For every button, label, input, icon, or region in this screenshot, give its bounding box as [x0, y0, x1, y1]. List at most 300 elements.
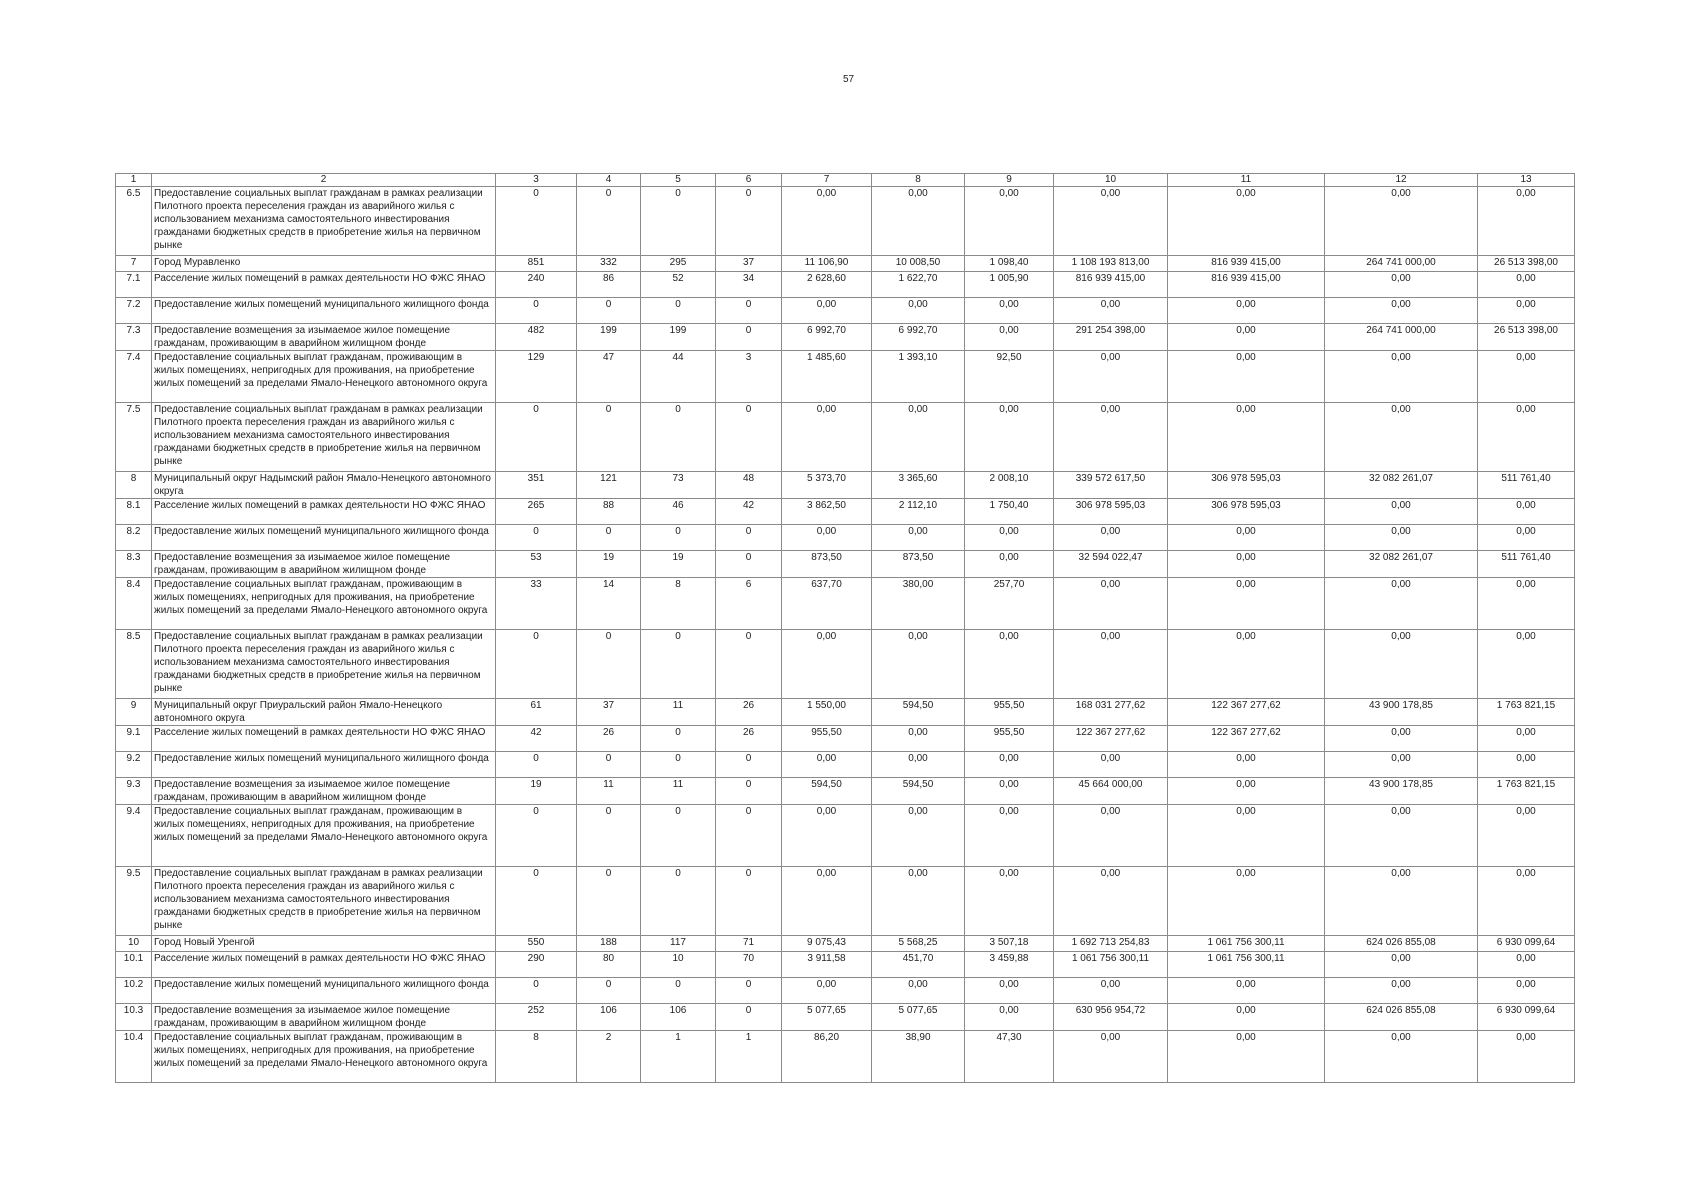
value-cell: 0	[716, 324, 782, 351]
value-cell: 2 112,10	[872, 499, 965, 525]
row-name-cell: Расселение жилых помещений в рамках деятельности НО ФЖС ЯНАО	[152, 726, 496, 752]
value-cell: 0,00	[1325, 726, 1478, 752]
value-cell: 3 365,60	[872, 472, 965, 499]
value-cell: 0	[716, 978, 782, 1004]
value-cell: 0,00	[965, 1004, 1054, 1031]
value-cell: 0,00	[1478, 1031, 1575, 1083]
table-row	[116, 256, 1575, 272]
value-cell: 0,00	[1168, 525, 1325, 551]
value-cell: 0,00	[1325, 630, 1478, 699]
value-cell: 0	[716, 867, 782, 936]
row-number-cell: 7	[116, 256, 152, 272]
value-cell: 0,00	[1054, 1031, 1168, 1083]
value-cell: 0,00	[1325, 978, 1478, 1004]
value-cell: 0,00	[1478, 578, 1575, 630]
value-cell: 0,00	[1168, 298, 1325, 324]
value-cell: 19	[641, 551, 716, 578]
row-name-cell: Предоставление социальных выплат гражданам, проживающим в жилых помещениях, непригодных для проживания, на приобретение жилых помещений за пределами Ямало-Ненецкого автономного округа	[152, 1031, 496, 1083]
table-row	[116, 1031, 1575, 1083]
value-cell: 42	[496, 726, 577, 752]
value-cell: 0,00	[965, 403, 1054, 472]
row-name-cell: Расселение жилых помещений в рамках деятельности НО ФЖС ЯНАО	[152, 272, 496, 298]
row-name-cell: Расселение жилых помещений в рамках деятельности НО ФЖС ЯНАО	[152, 952, 496, 978]
row-number-cell: 8.2	[116, 525, 152, 551]
row-number-cell: 8.4	[116, 578, 152, 630]
column-header: 10	[1054, 174, 1168, 187]
value-cell: 0,00	[965, 752, 1054, 778]
value-cell: 0	[577, 187, 641, 256]
row-number-cell: 10	[116, 936, 152, 952]
value-cell: 624 026 855,08	[1325, 936, 1478, 952]
table-row	[116, 778, 1575, 805]
value-cell: 955,50	[965, 726, 1054, 752]
row-number-cell: 9.1	[116, 726, 152, 752]
value-cell: 0,00	[782, 867, 872, 936]
value-cell: 0,00	[1168, 351, 1325, 403]
column-header: 7	[782, 174, 872, 187]
value-cell: 1 692 713 254,83	[1054, 936, 1168, 952]
value-cell: 0,00	[1478, 525, 1575, 551]
value-cell: 129	[496, 351, 577, 403]
value-cell: 44	[641, 351, 716, 403]
value-cell: 873,50	[782, 551, 872, 578]
value-cell: 86,20	[782, 1031, 872, 1083]
value-cell: 19	[577, 551, 641, 578]
value-cell: 47,30	[965, 1031, 1054, 1083]
row-name-cell: Предоставление жилых помещений муниципального жилищного фонда	[152, 978, 496, 1004]
value-cell: 0,00	[872, 525, 965, 551]
value-cell: 264 741 000,00	[1325, 324, 1478, 351]
value-cell: 0,00	[1168, 578, 1325, 630]
value-cell: 34	[716, 272, 782, 298]
value-cell: 0,00	[872, 726, 965, 752]
row-name-cell: Расселение жилых помещений в рамках деятельности НО ФЖС ЯНАО	[152, 499, 496, 525]
value-cell: 1	[641, 1031, 716, 1083]
value-cell: 0,00	[1168, 867, 1325, 936]
value-cell: 1 108 193 813,00	[1054, 256, 1168, 272]
value-cell: 0,00	[1054, 978, 1168, 1004]
row-number-cell: 8.5	[116, 630, 152, 699]
value-cell: 8	[496, 1031, 577, 1083]
value-cell: 6 930 099,64	[1478, 936, 1575, 952]
value-cell: 10	[641, 952, 716, 978]
value-cell: 1 622,70	[872, 272, 965, 298]
value-cell: 630 956 954,72	[1054, 1004, 1168, 1031]
table-row	[116, 805, 1575, 867]
value-cell: 52	[641, 272, 716, 298]
value-cell: 0,00	[1325, 867, 1478, 936]
value-cell: 0,00	[1325, 752, 1478, 778]
value-cell: 0	[716, 778, 782, 805]
table-row	[116, 525, 1575, 551]
row-number-cell: 8.3	[116, 551, 152, 578]
row-number-cell: 8.1	[116, 499, 152, 525]
row-name-cell: Предоставление социальных выплат гражданам, проживающим в жилых помещениях, непригодных для проживания, на приобретение жилых помещений за пределами Ямало-Ненецкого автономного округа	[152, 578, 496, 630]
row-name-cell: Предоставление социальных выплат гражданам в рамках реализации Пилотного проекта переселения граждан из аварийного жилья с использованием механизма самостоятельного инвестирования гражданами бюджетных средств в приобретение жилья на первичном рынке	[152, 187, 496, 256]
value-cell: 0,00	[872, 978, 965, 1004]
table-row	[116, 726, 1575, 752]
value-cell: 0,00	[782, 805, 872, 867]
value-cell: 816 939 415,00	[1168, 272, 1325, 298]
value-cell: 0,00	[1054, 525, 1168, 551]
value-cell: 511 761,40	[1478, 551, 1575, 578]
row-name-cell: Город Муравленко	[152, 256, 496, 272]
row-name-cell: Предоставление социальных выплат гражданам в рамках реализации Пилотного проекта переселения граждан из аварийного жилья с использованием механизма самостоятельного инвестирования гражданами бюджетных средств в приобретение жилья на первичном рынке	[152, 403, 496, 472]
value-cell: 32 594 022,47	[1054, 551, 1168, 578]
value-cell: 73	[641, 472, 716, 499]
value-cell: 61	[496, 699, 577, 726]
row-number-cell: 7.3	[116, 324, 152, 351]
value-cell: 5 077,65	[782, 1004, 872, 1031]
value-cell: 0,00	[1478, 805, 1575, 867]
value-cell: 0	[577, 752, 641, 778]
value-cell: 0	[577, 630, 641, 699]
value-cell: 0,00	[1478, 272, 1575, 298]
value-cell: 11	[641, 778, 716, 805]
value-cell: 0	[496, 867, 577, 936]
value-cell: 1 061 756 300,11	[1168, 936, 1325, 952]
value-cell: 594,50	[782, 778, 872, 805]
value-cell: 2 628,60	[782, 272, 872, 298]
value-cell: 188	[577, 936, 641, 952]
row-number-cell: 10.4	[116, 1031, 152, 1083]
column-header: 6	[716, 174, 782, 187]
value-cell: 0,00	[1168, 978, 1325, 1004]
value-cell: 550	[496, 936, 577, 952]
column-header: 12	[1325, 174, 1478, 187]
value-cell: 1 061 756 300,11	[1054, 952, 1168, 978]
row-name-cell: Город Новый Уренгой	[152, 936, 496, 952]
value-cell: 1 763 821,15	[1478, 699, 1575, 726]
value-cell: 1 763 821,15	[1478, 778, 1575, 805]
row-name-cell: Предоставление социальных выплат гражданам в рамках реализации Пилотного проекта переселения граждан из аварийного жилья с использованием механизма самостоятельного инвестирования гражданами бюджетных средств в приобретение жилья на первичном рынке	[152, 867, 496, 936]
value-cell: 86	[577, 272, 641, 298]
value-cell: 92,50	[965, 351, 1054, 403]
table-row	[116, 499, 1575, 525]
column-header: 9	[965, 174, 1054, 187]
value-cell: 53	[496, 551, 577, 578]
value-cell: 26	[716, 699, 782, 726]
value-cell: 0,00	[1054, 578, 1168, 630]
value-cell: 26	[716, 726, 782, 752]
value-cell: 0	[496, 630, 577, 699]
value-cell: 0,00	[1478, 187, 1575, 256]
value-cell: 0,00	[872, 805, 965, 867]
value-cell: 11	[577, 778, 641, 805]
value-cell: 252	[496, 1004, 577, 1031]
row-name-cell: Предоставление возмещения за изымаемое жилое помещение гражданам, проживающим в аварийном жилищном фонде	[152, 778, 496, 805]
value-cell: 0,00	[1168, 324, 1325, 351]
row-number-cell: 7.4	[116, 351, 152, 403]
value-cell: 0	[577, 805, 641, 867]
value-cell: 482	[496, 324, 577, 351]
value-cell: 14	[577, 578, 641, 630]
value-cell: 122 367 277,62	[1054, 726, 1168, 752]
table-row	[116, 472, 1575, 499]
value-cell: 47	[577, 351, 641, 403]
value-cell: 2 008,10	[965, 472, 1054, 499]
value-cell: 0,00	[782, 298, 872, 324]
value-cell: 0	[716, 525, 782, 551]
value-cell: 0	[641, 752, 716, 778]
value-cell: 0,00	[965, 324, 1054, 351]
row-number-cell: 10.2	[116, 978, 152, 1004]
value-cell: 122 367 277,62	[1168, 699, 1325, 726]
value-cell: 0,00	[872, 403, 965, 472]
value-cell: 0	[577, 403, 641, 472]
row-name-cell: Предоставление возмещения за изымаемое жилое помещение гражданам, проживающим в аварийном жилищном фонде	[152, 551, 496, 578]
value-cell: 32 082 261,07	[1325, 472, 1478, 499]
value-cell: 0,00	[965, 298, 1054, 324]
table-body	[116, 187, 1575, 1083]
value-cell: 0	[577, 867, 641, 936]
value-cell: 0,00	[1478, 630, 1575, 699]
row-name-cell: Муниципальный округ Приуральский район Ямало-Ненецкого автономного округа	[152, 699, 496, 726]
value-cell: 511 761,40	[1478, 472, 1575, 499]
row-number-cell: 7.5	[116, 403, 152, 472]
value-cell: 0,00	[1478, 351, 1575, 403]
value-cell: 6	[716, 578, 782, 630]
value-cell: 0,00	[1325, 1031, 1478, 1083]
value-cell: 38,90	[872, 1031, 965, 1083]
row-name-cell: Предоставление возмещения за изымаемое жилое помещение гражданам, проживающим в аварийном жилищном фонде	[152, 324, 496, 351]
table-row	[116, 630, 1575, 699]
value-cell: 339 572 617,50	[1054, 472, 1168, 499]
column-header: 1	[116, 174, 152, 187]
value-cell: 6 930 099,64	[1478, 1004, 1575, 1031]
value-cell: 290	[496, 952, 577, 978]
value-cell: 5 568,25	[872, 936, 965, 952]
value-cell: 0,00	[1478, 752, 1575, 778]
row-number-cell: 9	[116, 699, 152, 726]
value-cell: 0	[641, 630, 716, 699]
value-cell: 0	[496, 752, 577, 778]
value-cell: 0,00	[1168, 1004, 1325, 1031]
row-name-cell: Предоставление социальных выплат гражданам, проживающим в жилых помещениях, непригодных для проживания, на приобретение жилых помещений за пределами Ямало-Ненецкого автономного округа	[152, 805, 496, 867]
value-cell: 0,00	[782, 403, 872, 472]
value-cell: 0	[716, 187, 782, 256]
row-name-cell: Предоставление социальных выплат гражданам, проживающим в жилых помещениях, непригодных для проживания, на приобретение жилых помещений за пределами Ямало-Ненецкого автономного округа	[152, 351, 496, 403]
value-cell: 295	[641, 256, 716, 272]
row-number-cell: 7.1	[116, 272, 152, 298]
value-cell: 0,00	[872, 867, 965, 936]
value-cell: 168 031 277,62	[1054, 699, 1168, 726]
value-cell: 3 862,50	[782, 499, 872, 525]
row-number-cell: 9.5	[116, 867, 152, 936]
value-cell: 0,00	[1325, 272, 1478, 298]
value-cell: 265	[496, 499, 577, 525]
row-number-cell: 9.2	[116, 752, 152, 778]
value-cell: 291 254 398,00	[1054, 324, 1168, 351]
value-cell: 0,00	[782, 752, 872, 778]
value-cell: 594,50	[872, 699, 965, 726]
value-cell: 306 978 595,03	[1168, 499, 1325, 525]
value-cell: 955,50	[965, 699, 1054, 726]
value-cell: 0	[716, 1004, 782, 1031]
value-cell: 43 900 178,85	[1325, 778, 1478, 805]
value-cell: 0,00	[1054, 187, 1168, 256]
table-row	[116, 699, 1575, 726]
value-cell: 26	[577, 726, 641, 752]
table-row	[116, 1004, 1575, 1031]
value-cell: 0,00	[965, 551, 1054, 578]
value-cell: 19	[496, 778, 577, 805]
value-cell: 43 900 178,85	[1325, 699, 1478, 726]
value-cell: 0,00	[1168, 187, 1325, 256]
row-number-cell: 8	[116, 472, 152, 499]
value-cell: 37	[577, 699, 641, 726]
value-cell: 45 664 000,00	[1054, 778, 1168, 805]
page-number: 57	[842, 74, 855, 85]
value-cell: 0,00	[1168, 403, 1325, 472]
row-number-cell: 10.1	[116, 952, 152, 978]
value-cell: 0,00	[1168, 778, 1325, 805]
value-cell: 199	[577, 324, 641, 351]
row-number-cell: 9.4	[116, 805, 152, 867]
value-cell: 0,00	[1325, 525, 1478, 551]
table-row	[116, 578, 1575, 630]
value-cell: 0,00	[872, 630, 965, 699]
value-cell: 6 992,70	[782, 324, 872, 351]
value-cell: 0,00	[1325, 952, 1478, 978]
value-cell: 0	[641, 867, 716, 936]
value-cell: 0,00	[782, 525, 872, 551]
value-cell: 1 750,40	[965, 499, 1054, 525]
value-cell: 351	[496, 472, 577, 499]
value-cell: 3 911,58	[782, 952, 872, 978]
value-cell: 0,00	[1054, 867, 1168, 936]
value-cell: 0,00	[965, 630, 1054, 699]
value-cell: 264 741 000,00	[1325, 256, 1478, 272]
value-cell: 122 367 277,62	[1168, 726, 1325, 752]
value-cell: 37	[716, 256, 782, 272]
value-cell: 0,00	[1478, 403, 1575, 472]
value-cell: 0,00	[965, 525, 1054, 551]
row-name-cell: Предоставление жилых помещений муниципального жилищного фонда	[152, 752, 496, 778]
value-cell: 0	[577, 525, 641, 551]
value-cell: 0,00	[1168, 1031, 1325, 1083]
value-cell: 0,00	[782, 978, 872, 1004]
row-name-cell: Предоставление социальных выплат гражданам в рамках реализации Пилотного проекта переселения граждан из аварийного жилья с использованием механизма самостоятельного инвестирования гражданами бюджетных средств в приобретение жилья на первичном рынке	[152, 630, 496, 699]
value-cell: 10 008,50	[872, 256, 965, 272]
column-header: 5	[641, 174, 716, 187]
value-cell: 0	[641, 187, 716, 256]
value-cell: 0,00	[1325, 298, 1478, 324]
table-row	[116, 324, 1575, 351]
value-cell: 0,00	[1168, 752, 1325, 778]
value-cell: 0	[496, 187, 577, 256]
value-cell: 594,50	[872, 778, 965, 805]
value-cell: 0,00	[1054, 351, 1168, 403]
table-row	[116, 403, 1575, 472]
value-cell: 0,00	[1325, 578, 1478, 630]
table-row	[116, 187, 1575, 256]
value-cell: 637,70	[782, 578, 872, 630]
value-cell: 624 026 855,08	[1325, 1004, 1478, 1031]
value-cell: 0,00	[965, 978, 1054, 1004]
column-header: 8	[872, 174, 965, 187]
value-cell: 0,00	[1325, 499, 1478, 525]
table-row	[116, 298, 1575, 324]
value-cell: 33	[496, 578, 577, 630]
value-cell: 11 106,90	[782, 256, 872, 272]
value-cell: 0	[716, 630, 782, 699]
value-cell: 3 507,18	[965, 936, 1054, 952]
column-header: 4	[577, 174, 641, 187]
value-cell: 0	[496, 978, 577, 1004]
value-cell: 106	[577, 1004, 641, 1031]
value-cell: 32 082 261,07	[1325, 551, 1478, 578]
value-cell: 0	[496, 525, 577, 551]
value-cell: 816 939 415,00	[1054, 272, 1168, 298]
value-cell: 42	[716, 499, 782, 525]
value-cell: 0	[716, 805, 782, 867]
value-cell: 0,00	[1478, 978, 1575, 1004]
value-cell: 0	[496, 805, 577, 867]
value-cell: 0	[577, 298, 641, 324]
value-cell: 0	[716, 551, 782, 578]
value-cell: 1 485,60	[782, 351, 872, 403]
value-cell: 117	[641, 936, 716, 952]
value-cell: 0	[641, 298, 716, 324]
value-cell: 3 459,88	[965, 952, 1054, 978]
value-cell: 0	[641, 403, 716, 472]
table-row	[116, 952, 1575, 978]
value-cell: 0,00	[1478, 298, 1575, 324]
row-number-cell: 7.2	[116, 298, 152, 324]
value-cell: 0	[716, 752, 782, 778]
value-cell: 0,00	[1054, 752, 1168, 778]
value-cell: 0,00	[1325, 351, 1478, 403]
value-cell: 71	[716, 936, 782, 952]
value-cell: 0,00	[1478, 726, 1575, 752]
row-name-cell: Муниципальный округ Надымский район Ямало-Ненецкого автономного округа	[152, 472, 496, 499]
value-cell: 11	[641, 699, 716, 726]
value-cell: 0,00	[1054, 805, 1168, 867]
data-table	[115, 173, 1575, 1083]
row-name-cell: Предоставление жилых помещений муниципального жилищного фонда	[152, 525, 496, 551]
value-cell: 0,00	[1325, 805, 1478, 867]
column-header: 13	[1478, 174, 1575, 187]
value-cell: 0,00	[872, 752, 965, 778]
value-cell: 2	[577, 1031, 641, 1083]
value-cell: 0,00	[1168, 805, 1325, 867]
row-number-cell: 6.5	[116, 187, 152, 256]
table-row	[116, 272, 1575, 298]
value-cell: 0	[641, 978, 716, 1004]
value-cell: 1 550,00	[782, 699, 872, 726]
table-row	[116, 867, 1575, 936]
value-cell: 0	[641, 726, 716, 752]
table-row	[116, 936, 1575, 952]
value-cell: 1 061 756 300,11	[1168, 952, 1325, 978]
value-cell: 851	[496, 256, 577, 272]
value-cell: 0	[716, 403, 782, 472]
value-cell: 332	[577, 256, 641, 272]
value-cell: 873,50	[872, 551, 965, 578]
table-row	[116, 978, 1575, 1004]
value-cell: 0,00	[782, 187, 872, 256]
table-row	[116, 752, 1575, 778]
value-cell: 0	[716, 298, 782, 324]
value-cell: 306 978 595,03	[1054, 499, 1168, 525]
value-cell: 1 005,90	[965, 272, 1054, 298]
value-cell: 26 513 398,00	[1478, 256, 1575, 272]
value-cell: 0,00	[965, 187, 1054, 256]
value-cell: 0	[641, 525, 716, 551]
value-cell: 199	[641, 324, 716, 351]
value-cell: 0	[577, 978, 641, 1004]
